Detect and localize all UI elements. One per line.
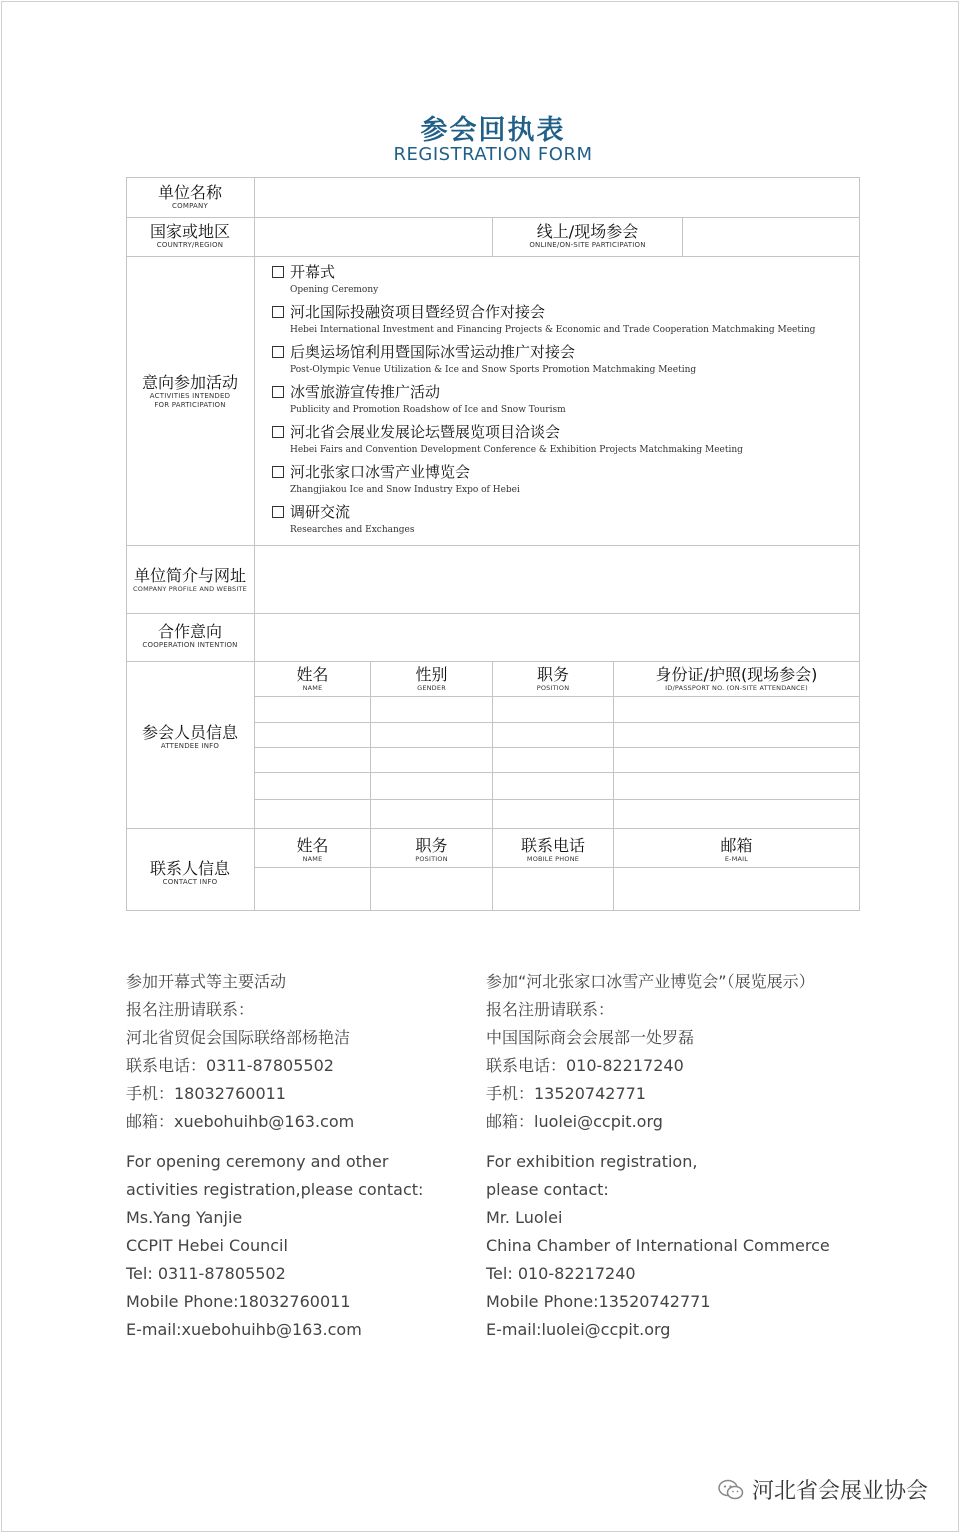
contact-col-position: [371, 836, 492, 863]
activity-label-cn: 开幕式: [290, 263, 336, 281]
col-header-en: NAME: [302, 855, 323, 863]
contact-label: [126, 859, 254, 887]
activity-option[interactable]: [272, 503, 415, 536]
country-label-cn: 国家或地区: [149, 222, 230, 241]
cooperation-label-cn: 合作意向: [157, 622, 222, 641]
contact-line: Mr. Luolei: [486, 1208, 563, 1227]
cooperation-label: [126, 622, 254, 650]
grid-line: [254, 747, 860, 748]
attendee-col-gender: [371, 665, 492, 692]
grid-line: [126, 910, 860, 911]
contact-line: China Chamber of International Commerce: [486, 1236, 830, 1255]
contact-line: 联系电话：0311-87805502: [126, 1056, 334, 1075]
contact-line: Tel: 0311-87805502: [126, 1264, 286, 1283]
activity-label-cn: 冰雪旅游宣传推广活动: [290, 383, 441, 401]
activity-option[interactable]: [272, 423, 743, 456]
wechat-account-name: 河北省会展业协会: [751, 1479, 928, 1504]
contact-line: For exhibition registration,: [486, 1152, 698, 1171]
contact-line: Mobile Phone:18032760011: [126, 1292, 351, 1311]
contact-line: E-mail:luolei@ccpit.org: [486, 1320, 671, 1339]
checkbox[interactable]: [272, 466, 284, 478]
contact-line: Mobile Phone:13520742771: [486, 1292, 711, 1311]
participation-label-en: ONLINE/ON-SITE PARTICIPATION: [529, 241, 646, 249]
company-label-en: COMPANY: [172, 202, 208, 210]
contact-line: 邮箱：luolei@ccpit.org: [486, 1112, 663, 1131]
contact-line: 参加“河北张家口冰雪产业博览会”（展览展示）: [486, 972, 815, 991]
contact-label-cn: 联系人信息: [149, 859, 230, 878]
contact-line: 邮箱：xuebohuihb@163.com: [126, 1112, 355, 1131]
company-label-cn: 单位名称: [157, 183, 222, 202]
activity-label-cn: 后奥运场馆利用暨国际冰雪运动推广对接会: [290, 343, 576, 361]
grid-line: [254, 696, 860, 697]
activity-label-cn: 调研交流: [290, 503, 351, 521]
contact-col-email: [614, 836, 859, 863]
col-header-cn: 联系电话: [520, 836, 585, 855]
col-header-en: POSITION: [415, 855, 448, 863]
activity-label-en: Researches and Exchanges: [290, 525, 415, 535]
activity-label-en: Hebei International Investment and Financing Projects & Economic and Trade Cooperation Matchmaking Meeting: [290, 325, 816, 335]
contact-line: please contact:: [486, 1180, 609, 1199]
profile-label-cn: 单位简介与网址: [133, 566, 246, 585]
activity-option[interactable]: [272, 303, 815, 336]
company-field[interactable]: [255, 178, 859, 217]
activity-label-en: Publicity and Promotion Roadshow of Ice and Snow Tourism: [290, 405, 566, 415]
activity-option[interactable]: [272, 263, 378, 296]
activities-label-cn: 意向参加活动: [141, 373, 238, 392]
country-field[interactable]: [255, 218, 492, 256]
grid-line: [254, 867, 860, 868]
grid-line: [859, 177, 860, 911]
registration-form: [126, 177, 860, 911]
checkbox[interactable]: [272, 386, 284, 398]
grid-line: [126, 661, 860, 662]
grid-line: [254, 722, 860, 723]
profile-label-en: COMPANY PROFILE AND WEBSITE: [133, 585, 247, 593]
activities-label-en2: FOR PARTICIPATION: [154, 401, 226, 409]
activities-label: [126, 373, 254, 410]
checkbox[interactable]: [272, 426, 284, 438]
contact-line: 联系电话：010-82217240: [486, 1056, 684, 1075]
activity-option[interactable]: [272, 343, 696, 376]
col-header-cn: 职务: [536, 665, 569, 684]
col-header-cn: 身份证/护照(现场参会): [655, 665, 818, 684]
company-label: [126, 183, 254, 211]
wechat-icon: [718, 1479, 744, 1501]
contact-col-phone: [493, 836, 613, 863]
col-header-en: MOBILE PHONE: [526, 855, 580, 863]
activity-label-cn: 河北张家口冰雪产业博览会: [290, 463, 471, 481]
checkbox[interactable]: [272, 266, 284, 278]
grid-line: [126, 828, 860, 829]
checkbox[interactable]: [272, 506, 284, 518]
contact-line: E-mail:xuebohuihb@163.com: [126, 1320, 362, 1339]
contact-col-name: [255, 836, 370, 863]
attendee-col-id: [614, 665, 859, 692]
attendee-col-name: [255, 665, 370, 692]
contact-left: [126, 968, 423, 1344]
activity-option[interactable]: [272, 383, 566, 416]
contact-line: 报名注册请联系：: [126, 1000, 255, 1019]
col-header-en: E-MAIL: [724, 855, 749, 863]
activity-option[interactable]: [272, 463, 520, 496]
activity-label-en: Opening Ceremony: [290, 285, 379, 295]
col-header-en: GENDER: [417, 684, 446, 692]
contact-label-en: CONTACT INFO: [162, 878, 218, 886]
contact-line: 手机：13520742771: [486, 1084, 646, 1103]
attendee-col-position: [493, 665, 613, 692]
col-header-cn: 性别: [415, 665, 448, 684]
contact-line: 河北省贸促会国际联络部杨艳洁: [126, 1028, 351, 1047]
participation-label: [493, 222, 682, 250]
contact-line: 中国国际商会会展部一处罗磊: [486, 1028, 695, 1047]
activities-label-en1: ACTIVITIES INTENDED: [149, 392, 231, 400]
profile-label: [126, 566, 254, 594]
col-header-cn: 姓名: [296, 665, 329, 684]
attendee-label-en: ATTENDEE INFO: [160, 742, 220, 750]
grid-line: [126, 256, 860, 257]
col-header-en: POSITION: [536, 684, 570, 692]
checkbox[interactable]: [272, 306, 284, 318]
contact-line: 手机：18032760011: [126, 1084, 286, 1103]
cooperation-label-en: COOPERATION INTENTION: [142, 641, 238, 649]
contact-line: For opening ceremony and other: [126, 1152, 389, 1171]
contact-line: 参加开幕式等主要活动: [126, 972, 287, 991]
contact-line: 报名注册请联系：: [486, 1000, 615, 1019]
col-header-en: ID/PASSPORT NO. (ON-SITE ATTENDANCE): [665, 684, 808, 692]
participation-label-cn: 线上/现场参会: [536, 222, 639, 241]
contact-line: Tel: 010-82217240: [486, 1264, 636, 1283]
cooperation-field[interactable]: [255, 614, 859, 661]
profile-field[interactable]: [255, 546, 859, 613]
checkbox[interactable]: [272, 346, 284, 358]
contact-right: [486, 968, 830, 1344]
col-header-cn: 姓名: [296, 836, 329, 855]
activity-label-en: Hebei Fairs and Convention Development Conference & Exhibition Projects Matchmaking Meeting: [290, 445, 743, 455]
country-label-en: COUNTRY/REGION: [156, 241, 224, 249]
form-title-en: REGISTRATION FORM: [393, 144, 593, 165]
grid-line: [126, 177, 127, 911]
grid-line: [254, 772, 860, 773]
country-label: [126, 222, 254, 250]
col-header-cn: 职务: [415, 836, 448, 855]
contact-line: Ms.Yang Yanjie: [126, 1208, 243, 1227]
contact-line: activities registration,please contact:: [126, 1180, 424, 1199]
activity-label-en: Zhangjiakou Ice and Snow Industry Expo of Hebei: [290, 485, 520, 495]
contact-line: CCPIT Hebei Council: [126, 1236, 288, 1255]
form-title-cn: 参会回执表: [420, 115, 566, 146]
activity-label-cn: 河北国际投融资项目暨经贸合作对接会: [290, 303, 546, 321]
attendee-label: [126, 723, 254, 751]
col-header-cn: 邮箱: [720, 836, 753, 855]
grid-line: [254, 177, 255, 911]
wechat-watermark: [718, 1474, 928, 1505]
col-header-en: NAME: [302, 684, 323, 692]
participation-field[interactable]: [683, 218, 859, 256]
activity-label-cn: 河北省会展业发展论坛暨展览项目洽谈会: [290, 423, 561, 441]
grid-line: [254, 799, 860, 800]
attendee-label-cn: 参会人员信息: [141, 723, 238, 742]
activity-label-en: Post-Olympic Venue Utilization & Ice and Snow Sports Promotion Matchmaking Meeting: [290, 365, 697, 375]
